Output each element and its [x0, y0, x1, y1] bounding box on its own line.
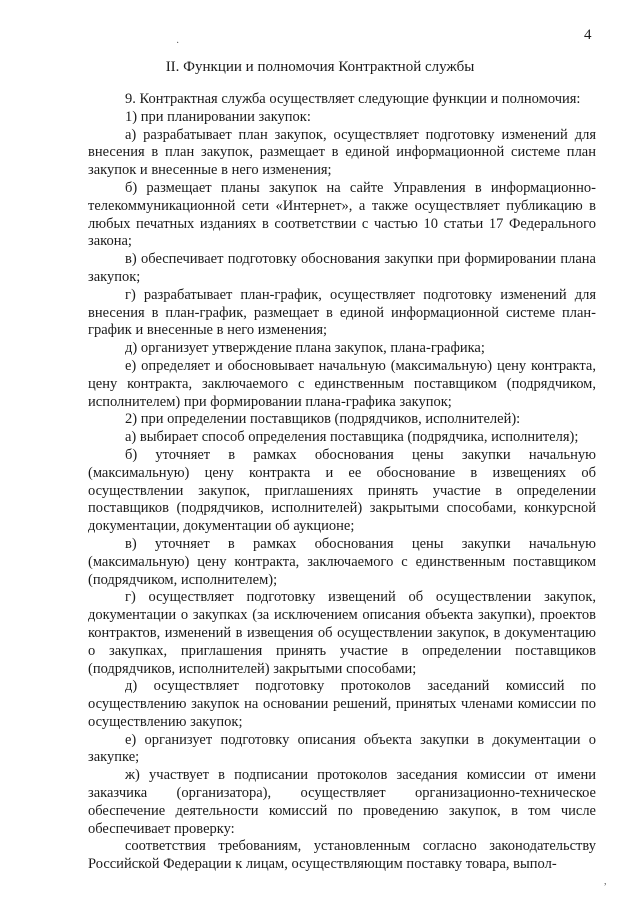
- paragraph: в) уточняет в рамках обоснования цены закупки начальную (максимальную) цену контракта, заключаемого с единственным поставщиком (подрядчиком, исполнителем);: [88, 535, 596, 588]
- scan-speck: ,: [604, 876, 607, 887]
- document-body: [88, 91, 596, 874]
- scan-speck: ·: [176, 38, 180, 49]
- paragraph-intro: 9. Контрактная служба осуществляет следующие функции и полномочия:: [125, 91, 581, 107]
- paragraph: 2) при определении поставщиков (подрядчиков, исполнителей):: [125, 411, 521, 428]
- section-heading: II. Функции и полномочия Контрактной службы: [165, 59, 475, 75]
- paragraph: г) разрабатывает план-график, осуществляет подготовку изменений для внесения в план-график, размещает в единой информационной системе план-график и внесенные в него изменения;: [88, 286, 596, 339]
- paragraph: б) уточняет в рамках обоснования цены закупки начальную (максимальную) цену контракта и ее обоснование в извещениях об осуществлении закупок, приглашениях принять участие в определении поставщиков (подрядчиков, исполнителей) закрытыми способами, конкурсной документации, документации об аукционе;: [88, 446, 596, 535]
- paragraph: а) выбирает способ определения поставщика (подрядчика, исполнителя);: [125, 429, 579, 446]
- paragraph: б) размещает планы закупок на сайте Управления в информационно-телекоммуникационной сети «Интернет», а также осуществляет публикацию в любых печатных изданиях в соответствии с частью 10 статьи 17 Федерального закона;: [88, 179, 596, 250]
- paragraph: е) определяет и обосновывает начальную (максимальную) цену контракта, цену контракта, заключаемого с единственным поставщиком (подрядчиком, исполнителем) при формировании плана-графика закупок;: [88, 357, 596, 410]
- paragraph: е) организует подготовку описания объекта закупки в документации о закупке;: [88, 731, 596, 766]
- paragraph: ж) участвует в подписании протоколов заседания комиссии от имени заказчика (организатора), осуществляет организационно-техническое обеспечение деятельности комиссий по проведению закупок, в том числе обеспечивает проверку:: [88, 767, 596, 837]
- page-number: 4: [584, 27, 592, 43]
- paragraph: а) разрабатывает план закупок, осуществляет подготовку изменений для внесения в план закупок, размещает в единой информационной системе план закупок и внесенные в него изменения;: [88, 126, 596, 179]
- paragraph: д) осуществляет подготовку протоколов заседаний комиссий по осуществлению закупок на основании решений, принятых членами комиссии по осуществлению закупок;: [88, 678, 596, 730]
- paragraph: г) осуществляет подготовку извещений об осуществлении закупок, документации о закупках (за исключением описания объекта закупки), проектов контрактов, изменений в извещения об осуществлении закупок, в документацию о закупках, приглашения принять участие в определении поставщиков (подрядчиков, исполнителей) закрытыми способами;: [88, 589, 596, 677]
- paragraph: д) организует утверждение плана закупок, плана-графика;: [125, 340, 485, 357]
- paragraph: 1) при планировании закупок:: [125, 108, 311, 125]
- paragraph: соответствия требованиям, установленным согласно законодательству Российской Федерации к лицам, осуществляющим поставку товара, выпол-: [88, 838, 596, 873]
- paragraph: в) обеспечивает подготовку обоснования закупки при формировании плана закупок;: [88, 251, 596, 285]
